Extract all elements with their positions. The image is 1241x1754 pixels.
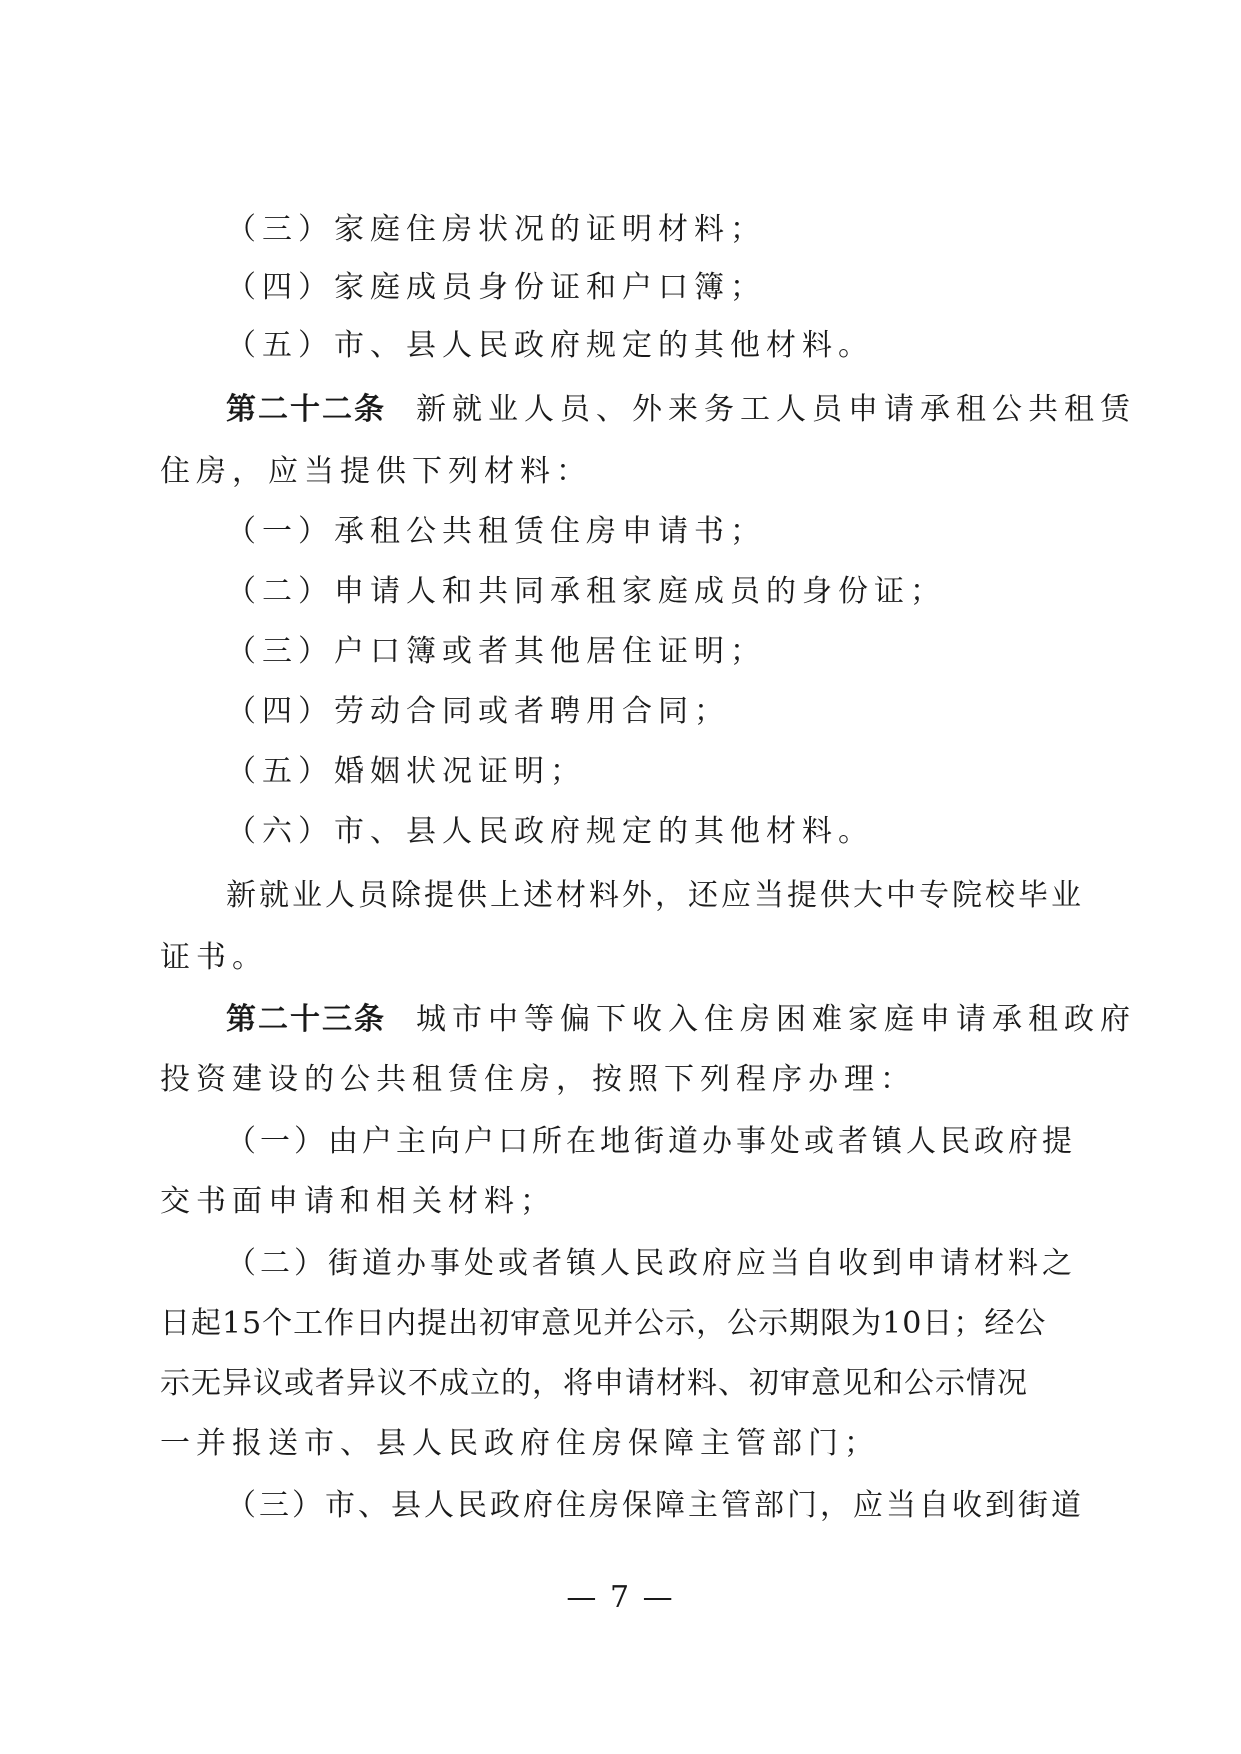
text-line: 住房，应当提供下列材料：	[160, 454, 592, 489]
text-line: （一）由户主向户口所在地街道办事处或者镇人民政府提	[226, 1124, 1076, 1159]
text-line: （四）劳动合同或者聘用合同；	[226, 694, 730, 729]
text-line: 新就业人员除提供上述材料外，还应当提供大中专院校毕业	[226, 878, 1084, 913]
text-line: （三）家庭住房状况的证明材料；	[226, 212, 766, 247]
page-number: — 7 —	[566, 1580, 675, 1615]
article-22-heading: 第二十二条	[226, 392, 386, 427]
text-line: 交书面申请和相关材料；	[160, 1184, 556, 1219]
text-line: （二）申请人和共同承租家庭成员的身份证；	[226, 574, 946, 609]
article-23-heading: 第二十三条	[226, 1002, 386, 1037]
text-line: 示无异议或者异议不成立的，将申请材料、初审意见和公示情况	[160, 1366, 1028, 1401]
text-line: 城市中等偏下收入住房困难家庭申请承租政府	[416, 1002, 1136, 1037]
text-line: 一并报送市、县人民政府住房保障主管部门；	[160, 1426, 880, 1461]
text-line: 日起15个工作日内提出初审意见并公示，公示期限为10日；经公	[160, 1306, 1047, 1341]
text-line: （一）承租公共租赁住房申请书；	[226, 514, 766, 549]
text-line: （二）街道办事处或者镇人民政府应当自收到申请材料之	[226, 1246, 1076, 1281]
text-line: （三）市、县人民政府住房保障主管部门，应当自收到街道	[226, 1488, 1084, 1523]
text-line: （三）户口簿或者其他居住证明；	[226, 634, 766, 669]
article-23-first-line	[0, 1000, 1241, 1040]
article-22-first-line	[0, 390, 1241, 430]
text-line: 投资建设的公共租赁住房，按照下列程序办理：	[160, 1062, 916, 1097]
text-line: （六）市、县人民政府规定的其他材料。	[226, 814, 874, 849]
text-line: （五）市、县人民政府规定的其他材料。	[226, 328, 874, 363]
text-line: 证书。	[160, 940, 268, 975]
text-line: （四）家庭成员身份证和户口簿；	[226, 270, 766, 305]
text-line: 新就业人员、外来务工人员申请承租公共租赁	[416, 392, 1136, 427]
text-line: （五）婚姻状况证明；	[226, 754, 586, 789]
